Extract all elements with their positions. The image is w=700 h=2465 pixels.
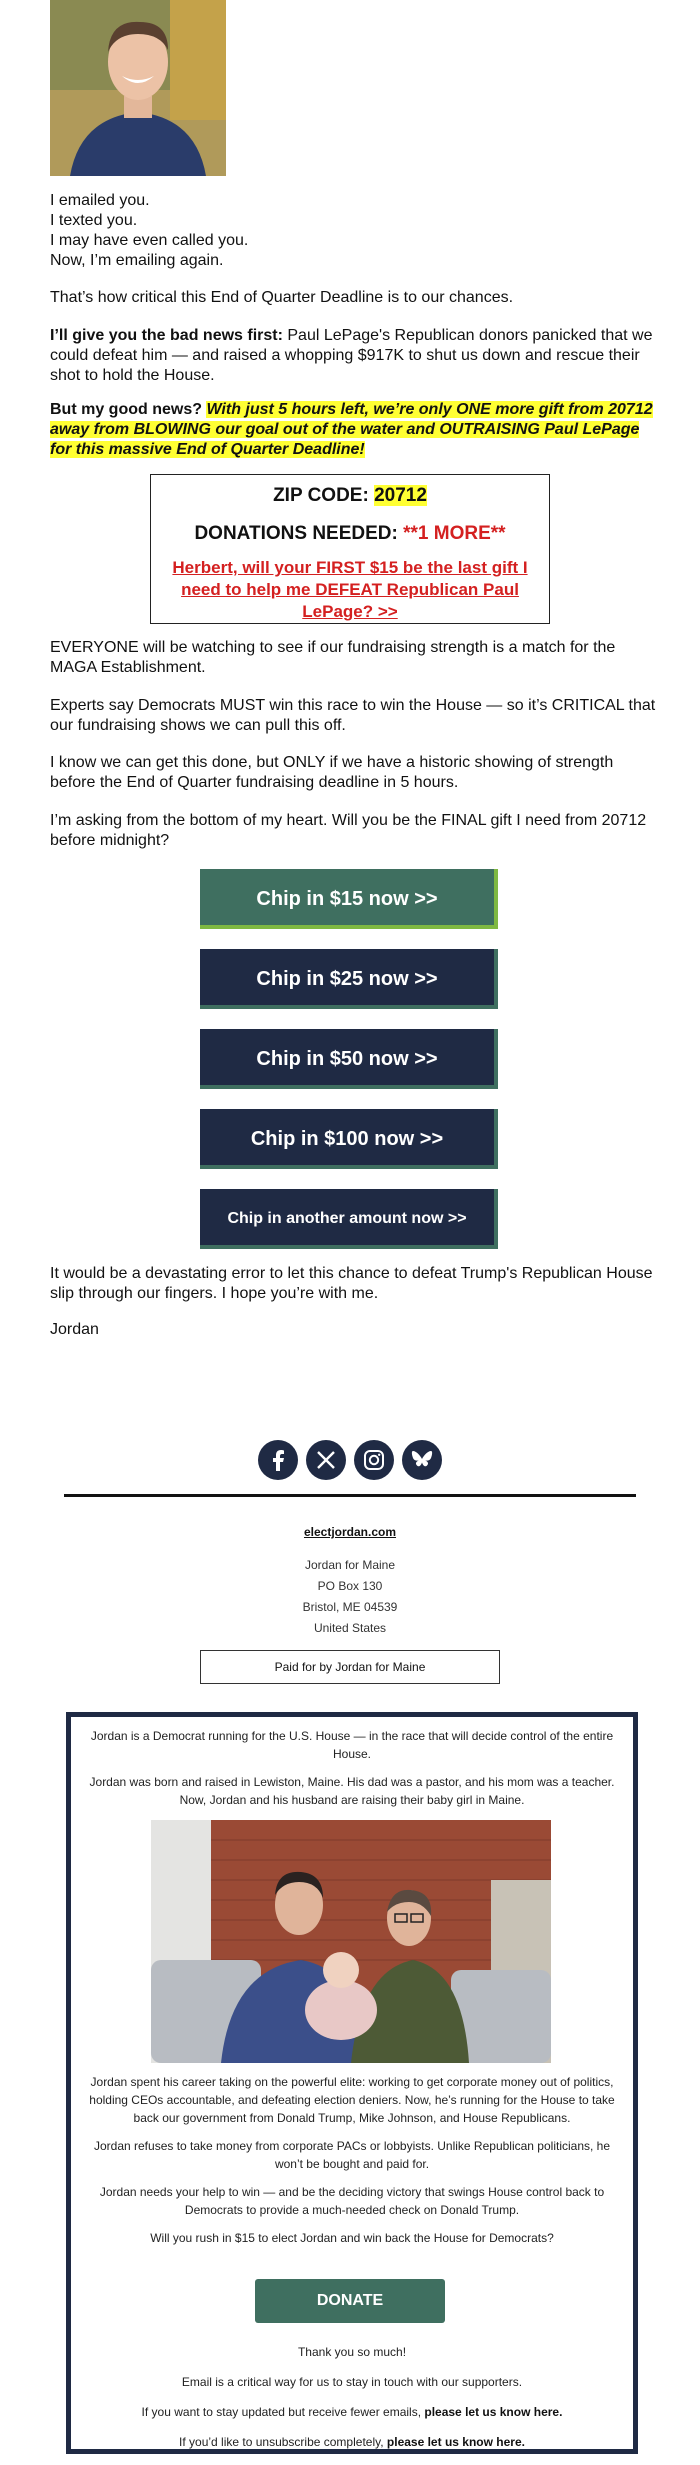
- footer-divider: [64, 1494, 636, 1497]
- facebook-icon[interactable]: [258, 1440, 298, 1480]
- chip-in-25-button[interactable]: Chip in $25 now >>: [200, 949, 498, 1009]
- good-news-lead: But my good news?: [50, 401, 202, 418]
- asking-paragraph: I’m asking from the bottom of my heart. Will you be the FINAL gift I need from 20712 before midnight?: [50, 812, 647, 849]
- bad-news-lead: I’ll give you the bad news first:: [50, 327, 283, 344]
- zip-code-box: [150, 474, 550, 624]
- bio-closing: [71, 2343, 633, 2451]
- unsubscribe-line: [89, 2433, 615, 2451]
- bio-lower: [71, 2073, 633, 2247]
- instagram-icon[interactable]: [354, 1440, 394, 1480]
- fewer-emails-text: If you want to stay updated but receive fewer emails,: [141, 2405, 425, 2419]
- donations-needed-label: DONATIONS NEEDED:: [194, 523, 398, 544]
- thanks-text: Thank you so much!: [297, 2345, 407, 2359]
- donations-needed-line: [151, 521, 549, 547]
- chip-in-15-button[interactable]: Chip in $15 now >>: [200, 869, 498, 929]
- email-note: Email is a critical way for us to stay in touch with our supporters.: [181, 2375, 523, 2389]
- family-photo: [151, 1820, 551, 2063]
- candidate-portrait: [50, 0, 226, 176]
- fewer-emails-line: [89, 2403, 615, 2421]
- bad-news-paragraph: [50, 326, 660, 386]
- address-line: Bristol, ME 04539: [302, 1600, 398, 1614]
- site-link[interactable]: electjordan.com: [303, 1525, 397, 1539]
- fewer-emails-link[interactable]: please let us know here.: [424, 2405, 563, 2419]
- bio-ask: Will you rush in $15 to elect Jordan and win back the House for Democrats?: [150, 2231, 554, 2245]
- zip-code-line: [151, 483, 549, 509]
- donations-needed-value: **1 MORE**: [403, 523, 506, 544]
- opening-line: I emailed you.: [50, 192, 150, 209]
- opening-line: I texted you.: [50, 212, 138, 229]
- bluesky-icon[interactable]: [402, 1440, 442, 1480]
- unsubscribe-link[interactable]: please let us know here.: [386, 2435, 525, 2449]
- zip-code-value: 20712: [374, 485, 427, 506]
- bio-box: [66, 1712, 638, 2454]
- devastating-paragraph: It would be a devastating error to let this chance to defeat Trump's Republican House slip through our fingers. I hope you’re with me.: [50, 1265, 653, 1302]
- donate-button[interactable]: DONATE: [255, 2279, 445, 2323]
- bio-paragraph: Jordan needs your help to win — and be the deciding victory that swings House control back to Democrats to provide a much-needed check on Donald Trump.: [99, 2185, 605, 2217]
- social-links: [258, 1440, 442, 1482]
- good-news-highlight: With just 5 hours left, we’re only ONE more gift from 20712 away from BLOWING our goal out of the water and OUTRAISING Paul LePage for this massive End of Quarter Deadline!: [50, 401, 653, 458]
- zip-code-label: ZIP CODE:: [273, 485, 369, 506]
- bio-paragraph: Jordan refuses to take money from corporate PACs or lobbyists. Unlike Republican politicians, he won’t be bought and paid for.: [93, 2139, 611, 2171]
- critical-paragraph: That’s how critical this End of Quarter Deadline is to our chances.: [50, 289, 514, 306]
- opening-lines: [50, 191, 660, 271]
- signature: Jordan: [50, 1321, 99, 1338]
- footer-site-wrap: [0, 1522, 700, 1543]
- know-paragraph: I know we can get this done, but ONLY if we have a historic showing of strength before the End of Quarter fundraising deadline in 5 hours.: [50, 754, 614, 791]
- opening-line: Now, I’m emailing again.: [50, 252, 224, 269]
- first-gift-link[interactable]: Herbert, will your FIRST $15 be the last gift I need to help me DEFEAT Republican Paul LePage? >>: [172, 558, 528, 621]
- address-line: Jordan for Maine: [304, 1558, 396, 1572]
- bio-paragraph: Jordan was born and raised in Lewiston, Maine. His dad was a pastor, and his mom was a teacher. Now, Jordan and his husband are raising their baby girl in Maine.: [89, 1775, 615, 1807]
- opening-line: I may have even called you.: [50, 232, 249, 249]
- chip-in-other-amount-button[interactable]: Chip in another amount now >>: [200, 1189, 498, 1249]
- unsubscribe-text: If you’d like to unsubscribe completely,: [179, 2435, 387, 2449]
- chip-in-50-button[interactable]: Chip in $50 now >>: [200, 1029, 498, 1089]
- paid-for-disclaimer: Paid for by Jordan for Maine: [200, 1650, 500, 1684]
- experts-paragraph: Experts say Democrats MUST win this race to win the House — so it’s CRITICAL that our fundraising shows we can pull this off.: [50, 697, 656, 734]
- bad-news-text: Paul LePage's Republican donors panicked that we could defeat him — and raised a whopping $917K to shut us down and rescue their shot to hold the House.: [50, 327, 653, 384]
- bio-paragraph: Jordan spent his career taking on the powerful elite: working to get corporate money out of politics, holding CEOs accountable, and defeating election deniers. Now, he’s running for the House to take back our government from Donald Trump, Mike Johnson, and House Republicans.: [89, 2075, 615, 2125]
- address-line: United States: [313, 1621, 387, 1635]
- x-icon[interactable]: [306, 1440, 346, 1480]
- everyone-paragraph: EVERYONE will be watching to see if our fundraising strength is a match for the MAGA Establishment.: [50, 639, 616, 676]
- good-news-paragraph: [50, 400, 660, 460]
- footer-address: [0, 1555, 700, 1639]
- chip-in-100-button[interactable]: Chip in $100 now >>: [200, 1109, 498, 1169]
- address-line: PO Box 130: [317, 1579, 383, 1593]
- bio-paragraph: Jordan is a Democrat running for the U.S. House — in the race that will decide control of the entire House.: [90, 1729, 614, 1761]
